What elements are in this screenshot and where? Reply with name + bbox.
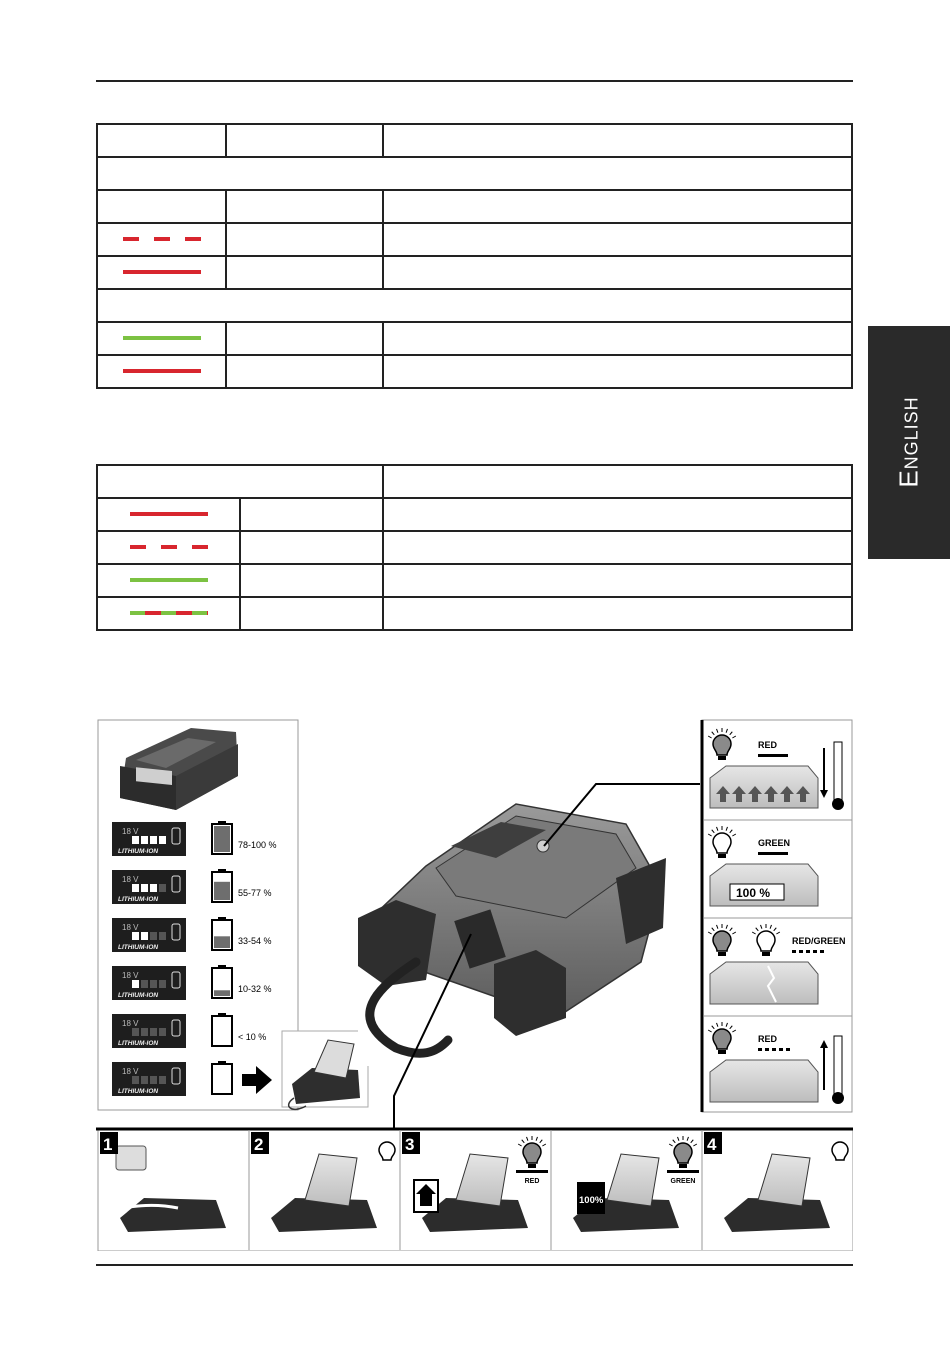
led-cell xyxy=(97,223,226,256)
full-battery-label: 100% xyxy=(579,1195,604,1206)
led-cell xyxy=(97,355,226,388)
table-header-row xyxy=(97,465,852,498)
led-cell xyxy=(97,564,240,597)
battery-badge-chemistry: LITHIUM-ION xyxy=(118,992,159,999)
table-header-row xyxy=(97,124,852,157)
flashing-indicator xyxy=(806,950,810,953)
table-cell xyxy=(240,498,383,531)
badge-led-bar xyxy=(150,1076,157,1084)
badge-led-bar xyxy=(132,932,139,940)
table-cell xyxy=(383,256,852,289)
table-row xyxy=(97,355,852,388)
table-cell xyxy=(383,498,852,531)
badge-led-bar xyxy=(159,884,166,892)
battery-badge-voltage: 18 V xyxy=(122,971,139,980)
thermometer-icon xyxy=(834,1036,842,1094)
red-steady-led-indicator xyxy=(130,512,208,516)
table-cell xyxy=(226,322,383,355)
table-cell xyxy=(383,597,852,630)
table-cell xyxy=(226,256,383,289)
language-tab-label: English xyxy=(893,396,924,488)
badge-led-bar xyxy=(150,884,157,892)
step-number: 1 xyxy=(103,1135,113,1154)
steady-indicator xyxy=(758,754,788,757)
badge-led-bar xyxy=(150,1028,157,1036)
led-off-icon xyxy=(379,1142,395,1160)
badge-led-bar xyxy=(132,980,139,988)
table-row xyxy=(97,597,852,630)
flashing-indicator xyxy=(779,1048,783,1051)
battery-badge-voltage: 18 V xyxy=(122,827,139,836)
battery-image xyxy=(710,1060,818,1102)
led-cell xyxy=(97,256,226,289)
red-green-alternating-led-indicator xyxy=(130,611,208,615)
table-cell xyxy=(383,531,852,564)
charger-illustration xyxy=(96,718,853,1251)
status-label: RED xyxy=(758,740,778,750)
step-number: 2 xyxy=(254,1135,264,1154)
badge-led-bar xyxy=(159,836,166,844)
red-steady-led-indicator xyxy=(123,270,201,274)
battery-badge-chemistry: LITHIUM-ION xyxy=(118,896,159,903)
battery-level-label: 78-100 % xyxy=(238,840,277,850)
status-label: RED/GREEN xyxy=(792,936,846,946)
steady-indicator xyxy=(667,1170,699,1173)
badge-led-bar xyxy=(141,1028,148,1036)
battery-badge-voltage: 18 V xyxy=(122,923,139,932)
status-panel xyxy=(702,720,852,1112)
insert-battery-image xyxy=(282,1031,368,1109)
green-steady-led-indicator xyxy=(123,336,201,340)
badge-led-bar xyxy=(141,980,148,988)
battery-level-label: 55-77 % xyxy=(238,888,272,898)
footer-rule xyxy=(96,1264,853,1266)
table-cell xyxy=(97,190,226,223)
battery-led-table xyxy=(96,464,853,631)
table-row xyxy=(97,531,852,564)
badge-led-bar xyxy=(150,932,157,940)
steady-indicator xyxy=(758,852,788,855)
steady-indicator xyxy=(516,1170,548,1173)
badge-led-bar xyxy=(141,932,148,940)
table-row xyxy=(97,223,852,256)
battery-badge-voltage: 18 V xyxy=(122,1019,139,1028)
battery-gauge-fill xyxy=(214,990,230,996)
badge-led-bar xyxy=(159,932,166,940)
wall-socket-icon xyxy=(116,1146,146,1170)
table-cell xyxy=(383,223,852,256)
battery-badge-chemistry: LITHIUM-ION xyxy=(118,848,159,855)
battery-badge-voltage: 18 V xyxy=(122,875,139,884)
flashing-indicator xyxy=(765,1048,769,1051)
table-row xyxy=(97,498,852,531)
badge-led-bar xyxy=(132,836,139,844)
battery-gauge-icon xyxy=(212,1064,232,1094)
flashing-indicator xyxy=(820,950,824,953)
badge-led-bar xyxy=(132,884,139,892)
table-cell xyxy=(97,124,226,157)
flashing-indicator xyxy=(772,1048,776,1051)
badge-led-bar xyxy=(159,1028,166,1036)
badge-led-bar xyxy=(159,980,166,988)
table-section-cell xyxy=(97,157,852,190)
charge-percent-label: 100 % xyxy=(736,886,771,900)
battery-badge-chemistry: LITHIUM-ION xyxy=(118,944,159,951)
table-row xyxy=(97,190,852,223)
battery-gauge-fill xyxy=(214,826,230,852)
badge-led-bar xyxy=(159,1076,166,1084)
green-steady-led-indicator xyxy=(130,578,208,582)
red-flashing-led-indicator xyxy=(130,545,208,549)
flashing-indicator xyxy=(813,950,817,953)
led-cell xyxy=(97,531,240,564)
table-cell xyxy=(226,223,383,256)
battery-level-label: 10-32 % xyxy=(238,984,272,994)
table-cell xyxy=(97,465,383,498)
table-cell xyxy=(226,355,383,388)
battery-level-label: < 10 % xyxy=(238,1032,267,1042)
step-number: 4 xyxy=(707,1135,717,1154)
badge-led-bar xyxy=(132,1028,139,1036)
red-flashing-led-indicator xyxy=(123,237,201,241)
table-row xyxy=(97,256,852,289)
table-cell xyxy=(226,124,383,157)
battery-gauge-fill xyxy=(214,882,230,900)
battery-image xyxy=(710,962,818,1004)
steps-strip xyxy=(96,1128,853,1251)
table-cell xyxy=(383,190,852,223)
status-label: RED xyxy=(758,1034,778,1044)
table-row xyxy=(97,322,852,355)
led-off-icon xyxy=(832,1142,848,1160)
badge-led-bar xyxy=(141,884,148,892)
table-cell xyxy=(240,564,383,597)
table-cell xyxy=(240,597,383,630)
battery-level-label: 33-54 % xyxy=(238,936,272,946)
charger-illustration-svg xyxy=(96,718,853,1251)
header-rule xyxy=(96,80,853,82)
table-cell xyxy=(383,124,852,157)
battery-badge-chemistry: LITHIUM-ION xyxy=(118,1088,159,1095)
flashing-indicator xyxy=(786,1048,790,1051)
battery-badge-voltage: 18 V xyxy=(122,1067,139,1076)
badge-led-bar xyxy=(141,1076,148,1084)
battery-level-panel xyxy=(98,720,368,1110)
flashing-indicator xyxy=(799,950,803,953)
table-section-row xyxy=(97,157,852,190)
charger-image xyxy=(358,784,700,1130)
led-cell xyxy=(97,597,240,630)
badge-led-bar xyxy=(141,836,148,844)
led-cell xyxy=(97,498,240,531)
language-tab xyxy=(868,326,950,559)
red-steady-led-indicator xyxy=(123,369,201,373)
step-led-label: RED xyxy=(524,1178,540,1185)
badge-led-bar xyxy=(132,1076,139,1084)
table-cell xyxy=(383,564,852,597)
flashing-indicator xyxy=(792,950,796,953)
table-cell xyxy=(383,465,852,498)
table-cell xyxy=(226,190,383,223)
step-led-label: GREEN xyxy=(670,1178,696,1185)
badge-led-bar xyxy=(150,836,157,844)
table-cell xyxy=(383,355,852,388)
badge-led-bar xyxy=(150,980,157,988)
table-section-row xyxy=(97,289,852,322)
battery-gauge-fill xyxy=(214,936,230,948)
led-cell xyxy=(97,322,226,355)
thermometer-icon xyxy=(834,742,842,800)
table-cell xyxy=(240,531,383,564)
table-row xyxy=(97,564,852,597)
battery-gauge-icon xyxy=(212,1016,232,1046)
flashing-indicator xyxy=(758,1048,762,1051)
table-section-cell xyxy=(97,289,852,322)
battery-badge-chemistry: LITHIUM-ION xyxy=(118,1040,159,1047)
step-number: 3 xyxy=(405,1135,415,1154)
table-cell xyxy=(383,322,852,355)
status-label: GREEN xyxy=(758,838,791,848)
charger-led-table xyxy=(96,123,853,389)
